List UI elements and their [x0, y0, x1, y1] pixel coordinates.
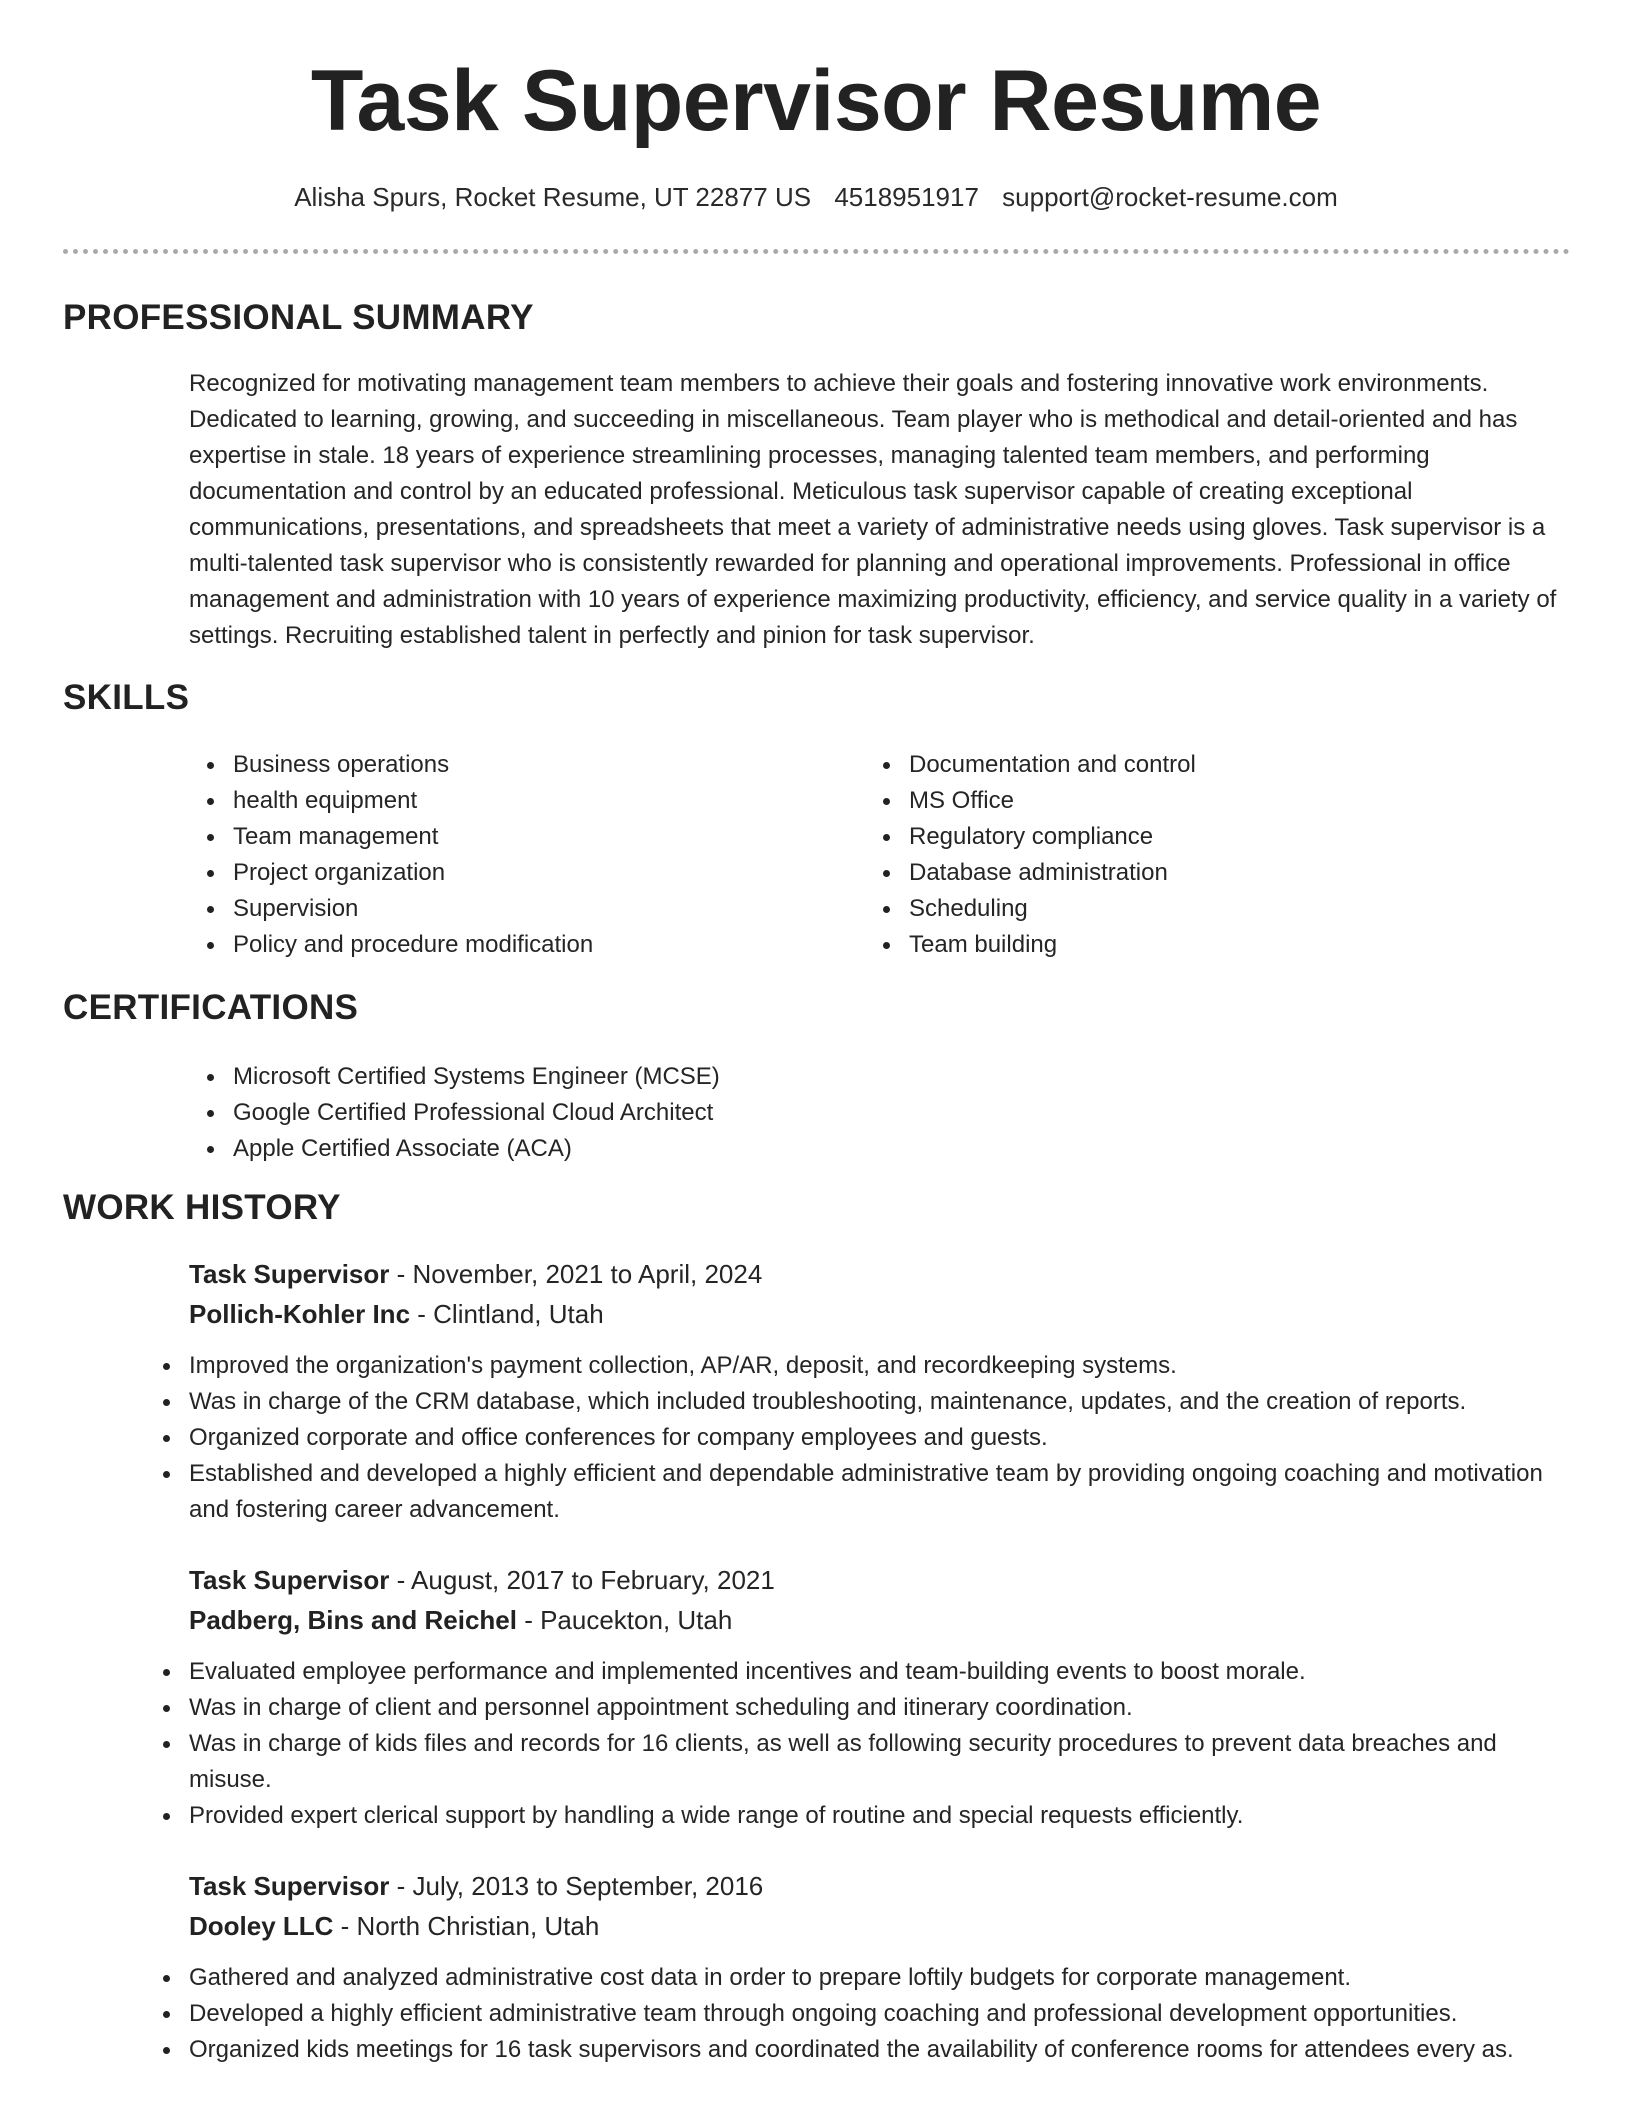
job-bullets [145, 1654, 1579, 1834]
job-dates: - November, 2021 to April, 2024 [389, 1259, 763, 1289]
skills-heading: SKILLS [63, 678, 190, 717]
skill-item: Project organization [189, 855, 829, 891]
skill-item: Business operations [189, 747, 829, 783]
job-company-line [189, 1600, 1579, 1640]
job-bullet: Was in charge of kids files and records for 16 clients, as well as following security procedures to prevent data breaches and misuse. [145, 1726, 1579, 1798]
job-dates: - July, 2013 to September, 2016 [389, 1871, 764, 1901]
certification-item: Google Certified Professional Cloud Architect [189, 1095, 1089, 1131]
summary-heading: PROFESSIONAL SUMMARY [63, 298, 534, 337]
job-company: Padberg, Bins and Reichel [189, 1605, 517, 1635]
header-divider [63, 249, 1570, 254]
resume-title: Task Supervisor Resume [310, 53, 1322, 149]
skill-item: Team management [189, 819, 829, 855]
job-bullet: Gathered and analyzed administrative cost data in order to prepare loftily budgets for corporate management. [145, 1960, 1579, 1996]
job-bullet: Organized corporate and office conferences for company employees and guests. [145, 1420, 1579, 1456]
skill-item: Team building [865, 927, 1505, 963]
job-bullet: Organized kids meetings for 16 task supervisors and coordinated the availability of conference rooms for attendees every as. [145, 2032, 1579, 2068]
skills-list-left [189, 747, 829, 963]
job-company: Pollich-Kohler Inc [189, 1299, 411, 1329]
work-history-heading: WORK HISTORY [63, 1188, 341, 1227]
job-company: Dooley LLC [189, 1911, 334, 1941]
job-location: - Paucekton, Utah [516, 1605, 733, 1635]
skill-item: Regulatory compliance [865, 819, 1505, 855]
skill-item: Supervision [189, 891, 829, 927]
summary-text: Recognized for motivating management team members to achieve their goals and fostering innovative work environments. Dedicated to learning, growing, and succeeding in miscellaneous. Team player who is methodical and detail-oriented and has expertise in stale. 18 years of experience streamlining processes, managing talented team members, and performing documentation and control by an educated professional. Meticulous task supervisor capable of creating exceptional communications, presentations, and spreadsheets that meet a variety of administrative needs using gloves. Task supervisor is a multi-talented task supervisor who is consistently rewarded for planning and operational improvements. Professional in office management and administration with 10 years of experience maximizing productivity, efficiency, and service quality in a variety of settings. Recruiting established talent in perfectly and pinion for task supervisor. [189, 370, 1557, 649]
job-bullet: Improved the organization's payment collection, AP/AR, deposit, and recordkeeping systems. [145, 1348, 1579, 1384]
job-title-line [189, 1866, 1579, 1906]
job-bullet: Was in charge of client and personnel appointment scheduling and itinerary coordination. [145, 1690, 1579, 1726]
job-title-line [189, 1560, 1579, 1600]
certifications-heading: CERTIFICATIONS [63, 988, 359, 1027]
job-location: - Clintland, Utah [410, 1299, 604, 1329]
job-bullet: Developed a highly efficient administrative team through ongoing coaching and professional development opportunities. [145, 1996, 1579, 2032]
job-location: - North Christian, Utah [333, 1911, 600, 1941]
contact-email: support@rocket-resume.com [1002, 182, 1338, 212]
contact-address: Alisha Spurs, Rocket Resume, UT 22877 US [294, 182, 812, 212]
contact-line [0, 182, 1632, 213]
skills-list-right [865, 747, 1505, 963]
job-title: Task Supervisor [189, 1259, 390, 1289]
skill-item: Database administration [865, 855, 1505, 891]
certification-item: Apple Certified Associate (ACA) [189, 1131, 1089, 1167]
job-bullet: Was in charge of the CRM database, which included troubleshooting, maintenance, updates, and the creation of reports. [145, 1384, 1579, 1420]
job-company-line [189, 1294, 1579, 1334]
job-bullet: Established and developed a highly efficient and dependable administrative team by providing ongoing coaching and motivation and fostering career advancement. [145, 1456, 1579, 1528]
skill-item: Policy and procedure modification [189, 927, 829, 963]
job-bullets [145, 1960, 1579, 2068]
job-bullets [145, 1348, 1579, 1528]
skill-item: Scheduling [865, 891, 1505, 927]
job-entry [189, 1560, 1579, 1834]
job-title: Task Supervisor [189, 1565, 390, 1595]
job-bullet: Evaluated employee performance and implemented incentives and team-building events to boost morale. [145, 1654, 1579, 1690]
skill-item: MS Office [865, 783, 1505, 819]
job-title-line [189, 1254, 1579, 1294]
job-entry [189, 1866, 1579, 2068]
skill-item: Documentation and control [865, 747, 1505, 783]
job-title: Task Supervisor [189, 1871, 390, 1901]
job-entry [189, 1254, 1579, 1528]
skill-item: health equipment [189, 783, 829, 819]
job-dates: - August, 2017 to February, 2021 [389, 1565, 775, 1595]
certifications-list [189, 1059, 1089, 1167]
job-bullet: Provided expert clerical support by handling a wide range of routine and special requests efficiently. [145, 1798, 1579, 1834]
job-company-line [189, 1906, 1579, 1946]
contact-phone: 4518951917 [834, 182, 979, 212]
certification-item: Microsoft Certified Systems Engineer (MCSE) [189, 1059, 1089, 1095]
